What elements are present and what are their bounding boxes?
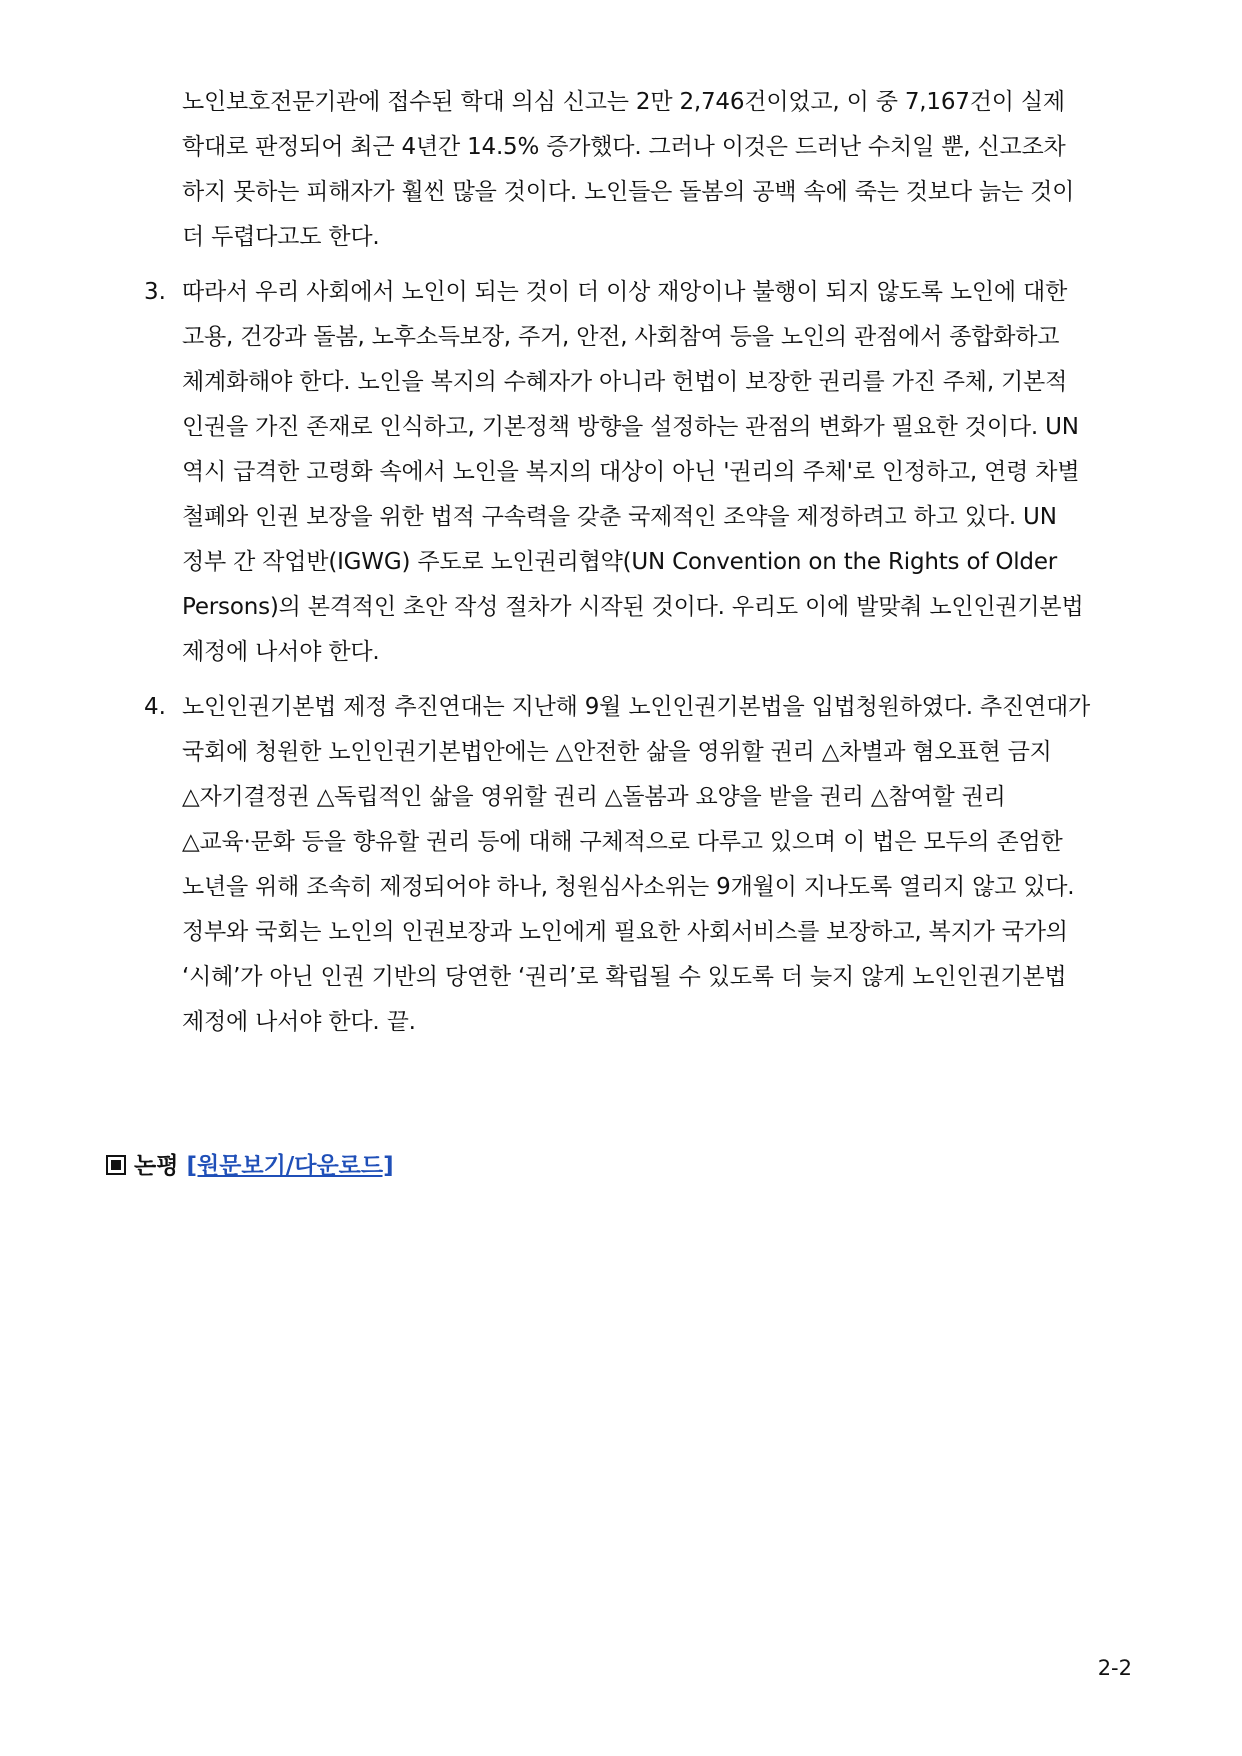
- list-item-line: ‘시혜’가 아닌 인권 기반의 당연한 ‘권리’로 확립될 수 있도록 더 늦지 않게 노인인권기본법: [182, 964, 1067, 990]
- commentary-section: [106, 1150, 394, 1182]
- list-item-line: 정부와 국회는 노인의 인권보장과 노인에게 필요한 사회서비스를 보장하고, 복지가 국가의: [182, 919, 1068, 945]
- list-item-line: 철폐와 인권 보장을 위한 법적 구속력을 갖춘 국제적인 조약을 제정하려고 하고 있다. UN: [182, 504, 1057, 530]
- list-item-line: Persons)의 본격적인 초안 작성 절차가 시작된 것이다. 우리도 이에 발맞춰 노인인권기본법: [182, 594, 1084, 620]
- list-item-line: 제정에 나서야 한다.: [182, 639, 380, 665]
- list-item-line: 노년을 위해 조속히 제정되어야 하나, 청원심사소위는 9개월이 지나도록 열리지 않고 있다.: [182, 874, 1075, 900]
- paragraph-line: 하지 못하는 피해자가 훨씬 많을 것이다. 노인들은 돌봄의 공백 속에 죽는 것보다 늙는 것이: [182, 179, 1075, 205]
- list-item-number: 4.: [144, 694, 166, 720]
- list-item-line: △교육·문화 등을 향유할 권리 등에 대해 구체적으로 다루고 있으며 이 법은 모두의 존엄한: [182, 829, 1063, 855]
- page-number: 2-2: [1097, 1656, 1132, 1680]
- list-item-line: 노인인권기본법 제정 추진연대는 지난해 9월 노인인권기본법을 입법청원하였다. 추진연대가: [182, 694, 1091, 720]
- view-download-link[interactable]: [원문보기/다운로드]: [186, 1153, 394, 1179]
- list-item-line: 체계화해야 한다. 노인을 복지의 수혜자가 아니라 헌법이 보장한 권리를 가진 주체, 기본적: [182, 369, 1068, 395]
- section-label: 논평: [134, 1153, 179, 1179]
- paragraph-line: 더 두렵다고도 한다.: [182, 224, 380, 250]
- list-item-line: 인권을 가진 존재로 인식하고, 기본정책 방향을 설정하는 관점의 변화가 필요한 것이다. UN: [182, 414, 1079, 440]
- square-bullet-icon: [106, 1155, 126, 1175]
- list-item-line: 제정에 나서야 한다. 끝.: [182, 1009, 416, 1035]
- list-item-line: 역시 급격한 고령화 속에서 노인을 복지의 대상이 아닌 '권리의 주체'로 인정하고, 연령 차별: [182, 459, 1080, 485]
- paragraph-line: 노인보호전문기관에 접수된 학대 의심 신고는 2만 2,746건이었고, 이 중 7,167건이 실제: [182, 89, 1065, 115]
- list-item-line: 정부 간 작업반(IGWG) 주도로 노인권리협약(UN Convention on the Rights of Older: [182, 549, 1058, 575]
- list-item-line: 고용, 건강과 돌봄, 노후소득보장, 주거, 안전, 사회참여 등을 노인의 관점에서 종합화하고: [182, 324, 1060, 350]
- list-item-line: △자기결정권 △독립적인 삶을 영위할 권리 △돌봄과 요양을 받을 권리 △참여할 권리: [182, 784, 1006, 810]
- paragraph-line: 학대로 판정되어 최근 4년간 14.5% 증가했다. 그러나 이것은 드러난 수치일 뿐, 신고조차: [182, 134, 1066, 160]
- list-item-line: 국회에 청원한 노인인권기본법안에는 △안전한 삶을 영위할 권리 △차별과 혐오표현 금지: [182, 739, 1052, 765]
- list-item-number: 3.: [144, 279, 166, 305]
- list-item-line: 따라서 우리 사회에서 노인이 되는 것이 더 이상 재앙이나 불행이 되지 않도록 노인에 대한: [182, 279, 1068, 305]
